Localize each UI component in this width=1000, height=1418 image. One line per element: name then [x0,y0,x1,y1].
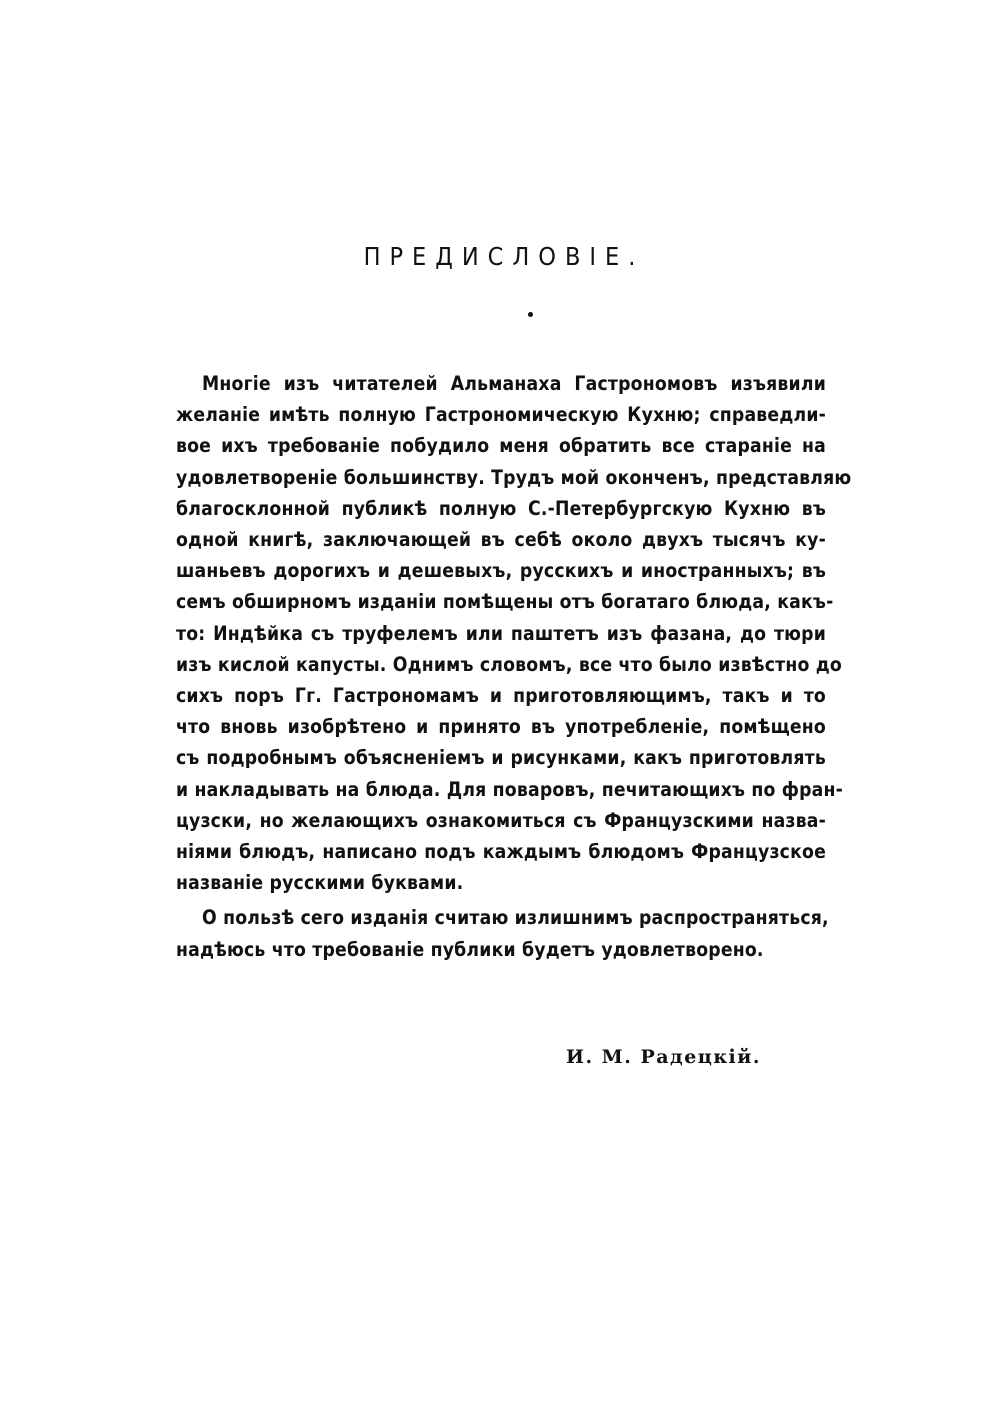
text-line: названiе русскими буквами. [176,871,464,895]
page-title: ПРЕДИСЛОВIЕ. [363,242,645,271]
preface-text [176,368,852,965]
text-line: изъ кислой капусты. Однимъ словомъ, все что было извѣстно до [176,652,842,676]
text-line: и накладывать на блюда. Для поваровъ, печитающихъ по фран- [176,777,844,801]
text-line: Многiе изъ читателей Альманаха Гастрономовъ изъявили [202,372,826,395]
text-line: съ подробнымъ объясненiемъ и рисунками, какъ приготовлять [176,746,826,770]
author-signature: И. М. Радецкiй. [566,1046,761,1068]
text-line: то: Индѣйка съ труфелемъ или паштетъ изъ фазана, до тюри [176,621,826,645]
text-line: желанiе имѣть полную Гастрономическую Кухню; справедли- [176,403,826,427]
ornament-dot [528,312,533,317]
text-line: вое ихъ требованiе побудило меня обратить все старанiе на [176,434,826,458]
text-line: надѣюсь что требованiе публики будетъ удовлетворено. [176,937,764,961]
text-line: благосклонной публикѣ полную С.-Петербургскую Кухню въ [176,496,826,520]
text-line: О пользѣ сего изданiя считаю излишнимъ распространяться, [202,906,829,930]
text-line: семъ обширномъ изданiи помѣщены отъ богатаго блюда, какъ- [176,590,834,614]
text-line: удовлетворенiе большинству. Трудъ мой оконченъ, представляю [176,465,852,489]
text-line: одной книгѣ, заключающей въ себѣ около двухъ тысячъ ку- [176,528,826,552]
text-line: сихъ поръ Гг. Гастрономамъ и приготовляющимъ, такъ и то [176,684,826,708]
text-line: что вновь изобрѣтено и принято въ употребленiе, помѣщено [176,715,826,739]
text-line: цузски, но желающихъ ознакомиться съ Французскими назва- [176,808,826,832]
text-line: шаньевъ дорогихъ и дешевыхъ, русскихъ и иностранныхъ; въ [176,559,826,583]
text-line: нiями блюдъ, написано подъ каждымъ блюдомъ Французское [176,840,826,864]
